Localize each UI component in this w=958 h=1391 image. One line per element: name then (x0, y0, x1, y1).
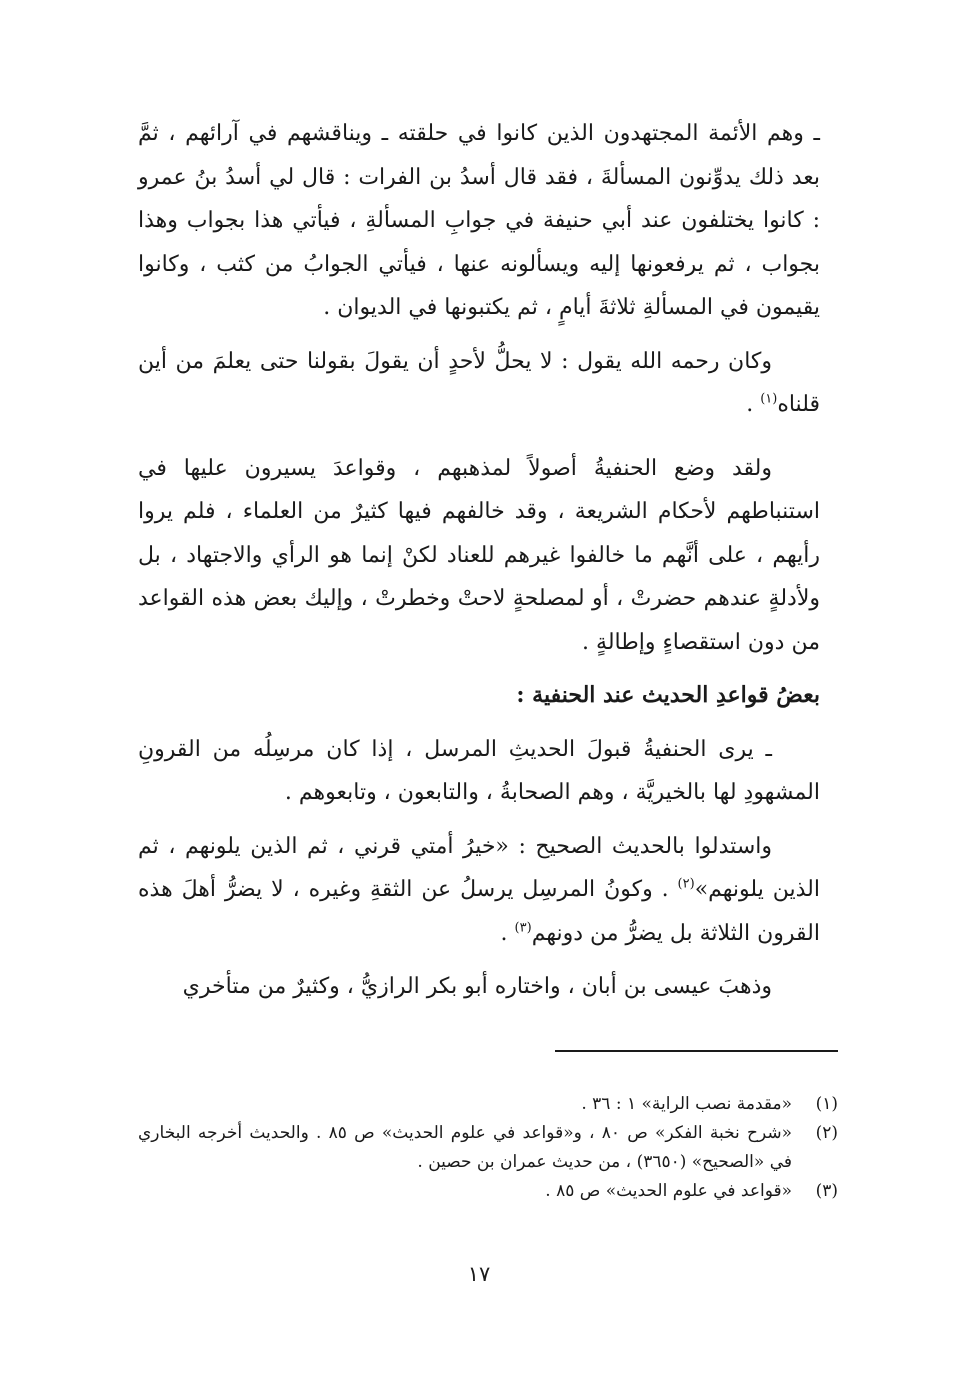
footnote-1-text: «مقدمة نصب الراية» ١ : ٣٦ . (581, 1094, 792, 1114)
paragraph-5 (138, 825, 820, 956)
footnote-3 (138, 1177, 838, 1206)
section-heading (138, 674, 820, 718)
page-number: ١٧ (467, 1262, 491, 1286)
footnote-ref-3[interactable]: (٣) (514, 920, 532, 936)
paragraph-3-text: ولقد وضع الحنفيةُ أصولاً لمذهبهم ، وقواعدَ يسيرون عليها في استنباطهم لأحكام الشريعة ، وقد خالفهم فيها كثيرٌ من العلماء ، فلم يروا رأيهم ، على أنَّهم ما خالفوا غيرهم للعناد لكنْ إنما هو الرأي والاجتهاد ، بل ولأدلةٍ عندهم حضرتْ ، أو لمصلحةٍ لاحتْ وخطرتْ ، وإليك بعض هذه القواعد من دون استقصاءٍ وإطالةٍ . (138, 455, 820, 655)
footnote-1 (138, 1090, 838, 1119)
paragraph-2 (138, 340, 820, 427)
section-heading-text: بعضُ قواعدِ الحديث عند الحنفية : (516, 682, 820, 708)
paragraph-1-text: ـ وهم الأئمة المجتهدون الذين كانوا في حلقته ـ ويناقشهم في آرائهم ، ثمَّ بعد ذلك يدوِّنون المسألةَ ، فقد قال أسدُ بن الفرات : قال لي أسدُ بنُ عمرو : كانوا يختلفون عند أبي حنيفة في جوابِ المسألةِ ، فيأتي هذا بجواب وهذا بجواب ، ثم يرفعونها إليه ويسألونه عنها ، فيأتي الجوابُ من كثب ، وكانوا يقيمون في المسألةِ ثلاثةَ أيامٍ ، ثم يكتبونها في الديوان . (138, 121, 821, 320)
footnote-separator (555, 1050, 838, 1052)
paragraph-2-end: . (746, 392, 761, 417)
paragraph-6-text: وذهبَ عيسى بن أبان ، واختاره أبو بكر الرازيُّ ، وكثيرٌ من متأخري (182, 974, 772, 999)
main-text (138, 112, 820, 1019)
footnote-2-text: «شرح نخبة الفكر» ص ٨٠ ، و«قواعد في علوم الحديث» ص ٨٥ . والحديث أخرجه البخاري في «الصحيح» (٣٦٥٠) ، من حديث عمران بن حصين . (138, 1123, 792, 1172)
footnote-3-number: (٣) (815, 1181, 838, 1201)
paragraph-6 (138, 965, 820, 1009)
footnote-2-number: (٢) (815, 1123, 838, 1143)
paragraph-5-text: واستدلوا بالحديث الصحيح : «خيرُ أمتي قرني ، ثم الذين يلونهم ، ثم الذين يلونهم» (138, 833, 820, 902)
paragraph-3 (138, 447, 820, 665)
paragraph-5-middle: . وكونُ المرسِل يرسلُ عن الثقةِ وغيره ، لا يضرُّ أهلَ هذه القرون الثلاثة بل يضرُّ من دونهم (138, 877, 820, 946)
paragraph-2-text: وكان رحمه الله يقول : لا يحلُّ لأحدٍ أن يقولَ بقولنا حتى يعلمَ من أين قلناه (138, 348, 820, 417)
footnote-1-number: (١) (815, 1094, 838, 1114)
paragraph-5-end: . (500, 920, 515, 946)
paragraph-4-text: ـ يرى الحنفيةُ قبولَ الحديثِ المرسل ، إذا كان مرسِلُه من القرونِ المشهودِ لها بالخيريَّة ، وهم الصحابةُ ، والتابعون ، وتابعوهم . (138, 736, 820, 805)
footnote-ref-1[interactable]: (١) (760, 391, 778, 407)
footnotes (138, 1090, 838, 1206)
footnote-ref-2[interactable]: (٢) (677, 876, 695, 892)
footnote-2 (138, 1119, 838, 1177)
paragraph-1 (138, 112, 820, 330)
paragraph-4 (138, 728, 820, 815)
footnote-3-text: «قواعد في علوم الحديث» ص ٨٥ . (545, 1181, 792, 1201)
